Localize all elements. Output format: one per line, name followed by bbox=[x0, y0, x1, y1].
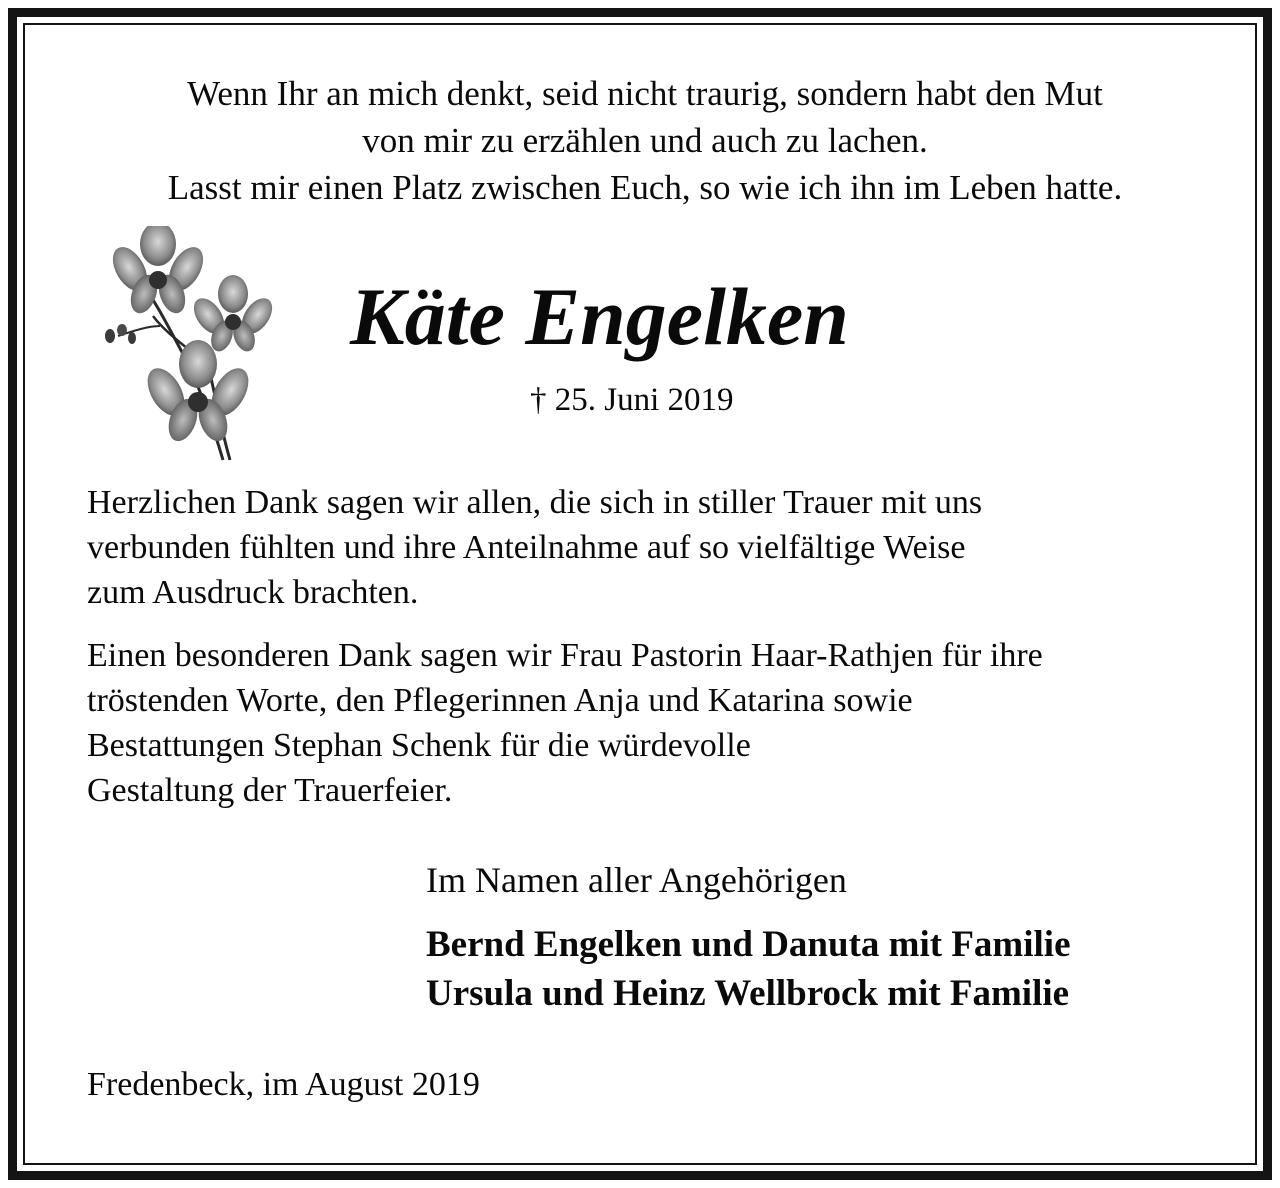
paragraph-line: Gestaltung der Trauerfeier. bbox=[87, 772, 453, 809]
motto-line: Lasst mir einen Platz zwischen Euch, so wie ich ihn im Leben hatte. bbox=[167, 168, 1123, 207]
family-name: Ursula und Heinz Wellbrock mit Familie bbox=[426, 973, 1070, 1014]
thanks-paragraph-2 bbox=[87, 633, 1043, 813]
family-signatures bbox=[426, 920, 1071, 1018]
motto-verse bbox=[0, 70, 1280, 211]
paragraph-line: zum Ausdruck brachten. bbox=[87, 574, 419, 611]
paragraph-line: Herzlichen Dank sagen wir allen, die sich in stiller Trauer mit uns bbox=[87, 484, 983, 521]
paragraph-line: Bestattungen Stephan Schenk für die würdevolle bbox=[87, 727, 751, 764]
paragraph-line: Einen besonderen Dank sagen wir Frau Pastorin Haar-Rathjen für ihre bbox=[87, 637, 1043, 674]
paragraph-line: tröstenden Worte, den Pflegerinnen Anja und Katarina sowie bbox=[87, 682, 913, 719]
motto-line: von mir zu erzählen und auch zu lachen. bbox=[362, 121, 928, 160]
deceased-name: Käte Engelken bbox=[350, 271, 849, 362]
paragraph-line: verbunden fühlten und ihre Anteilnahme auf so vielfältige Weise bbox=[87, 529, 966, 566]
closing-phrase: Im Namen aller Angehörigen bbox=[426, 860, 847, 900]
place-and-date: Fredenbeck, im August 2019 bbox=[87, 1066, 480, 1103]
motto-line: Wenn Ihr an mich denkt, seid nicht traurig, sondern habt den Mut bbox=[187, 74, 1103, 113]
family-name: Bernd Engelken und Danuta mit Familie bbox=[426, 924, 1071, 965]
orchid-flower-icon bbox=[98, 226, 278, 462]
death-date: † 25. Juni 2019 bbox=[530, 382, 734, 418]
thanks-paragraph-1 bbox=[87, 480, 982, 615]
